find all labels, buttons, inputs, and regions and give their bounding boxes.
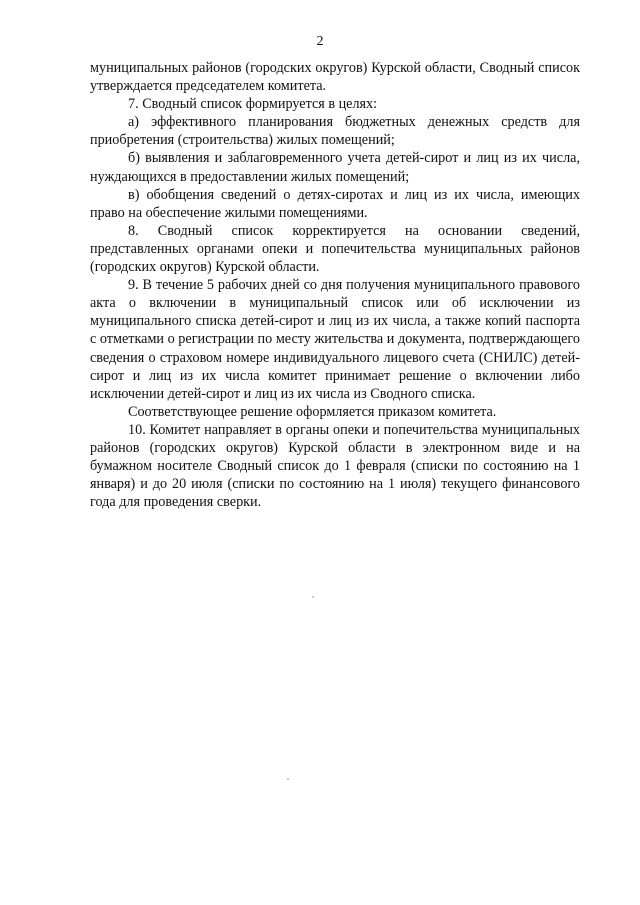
scan-speck [287,778,289,780]
page-number: 2 [316,34,324,49]
paragraph-item-8: 8. Сводный список корректируется на основании сведений, представленных органами опеки и попечительства муниципальных районов (городских округов) Курской области. [90,222,580,276]
paragraph-item-7c: в) обобщения сведений о детях-сиротах и лиц из их числа, имеющих право на обеспечение жилыми помещениями. [90,186,580,221]
paragraph-item-7b: б) выявления и заблаговременного учета детей-сирот и лиц из их числа, нуждающихся в предоставлении жилых помещений; [90,150,580,185]
paragraph-item-9: 9. В течение 5 рабочих дней со дня получения муниципального правового акта о включении в муниципальный список или об исключении из муниципального списка детей-сирот и лиц из их числа, а также копий паспорта с отметками о регистрации по месту жительства и документа, подтверждающего сведения о страховом номере индивидуального лицевого счета (СНИЛС) детей-сирот и лиц из их числа комитет принимает решение о включении либо исключении детей-сирот и лиц из их числа из Сводного списка. [90,277,580,402]
paragraph-item-7: 7. Сводный список формируется в целях: [128,96,378,113]
paragraph-item-7a: а) эффективного планирования бюджетных денежных средств для приобретения (строительства) жилых помещений; [90,114,580,149]
scan-speck [312,596,314,598]
paragraph-item-10: 10. Комитет направляет в органы опеки и попечительства муниципальных районов (городских округов) Курской области в электронном виде и на бумажном носителе Сводный список до 1 февраля (списки по состоянию на 1 января) и до 20 июля (списки по состоянию на 1 июля) текущего финансового года для проведения сверки. [90,421,580,511]
paragraph-decision-note: Соответствующее решение оформляется приказом комитета. [128,403,497,420]
document-body [90,59,580,511]
paragraph-continuation: муниципальных районов (городских округов) Курской области, Сводный список утверждается председателем комитета. [90,60,580,95]
